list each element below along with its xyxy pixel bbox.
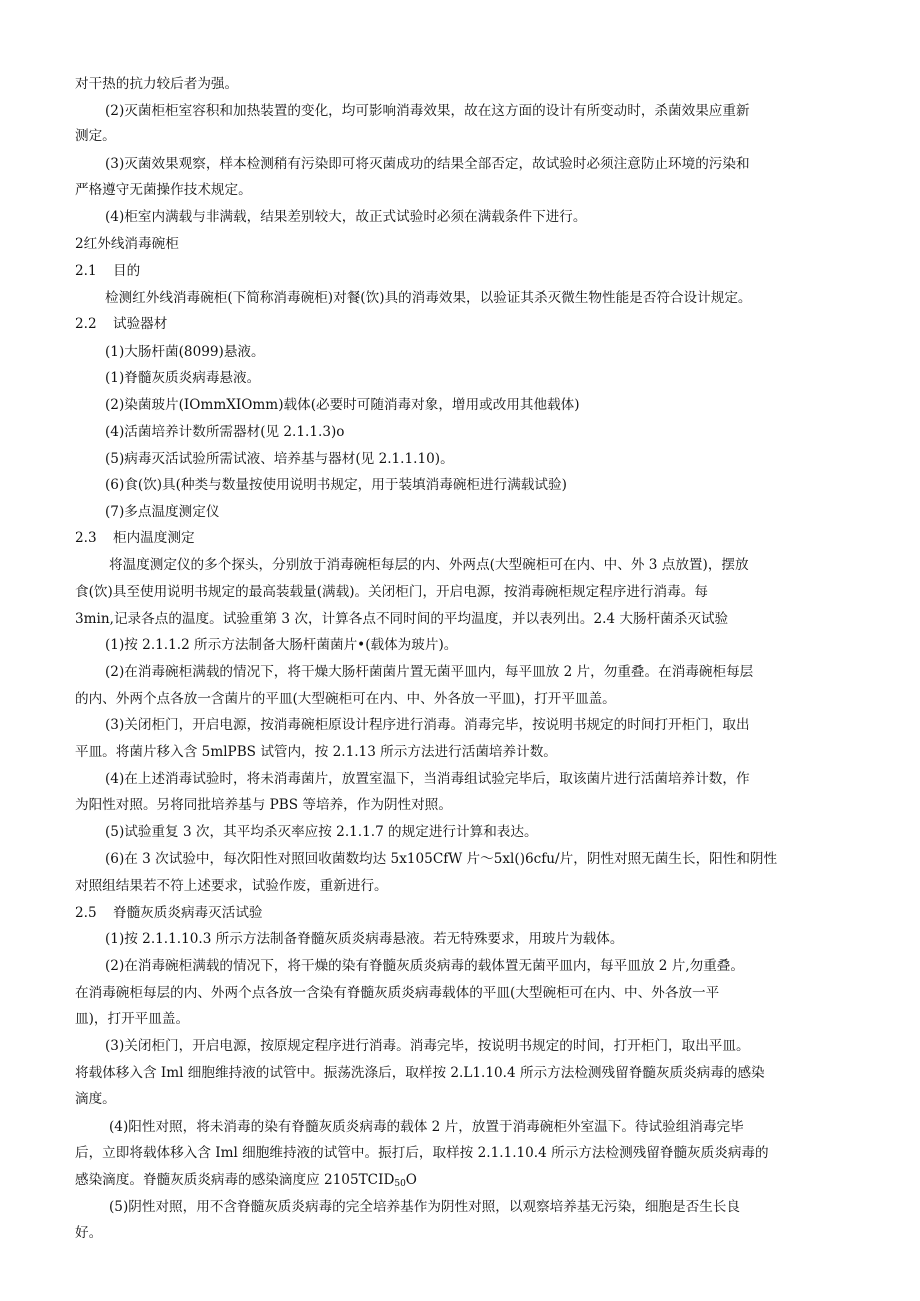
text-line xyxy=(75,1171,417,1193)
subsection-title: 脊髓灰质炎病毒灭活试验 xyxy=(113,905,263,921)
subsection-number: 2.5 xyxy=(75,905,97,921)
text-line: 平皿。将菌片移入含 5mlPBS 试管内，按 2.1.13 所示方法进行活菌培养计数。 xyxy=(75,744,557,760)
list-item: (1)按 2.1.1.2 所示方法制备大肠杆菌菌片•(载体为玻片)。 xyxy=(105,637,458,653)
text-line: (2)灭菌柜柜室容积和加热装置的变化，均可影响消毒效果，故在这方面的设计有所变动时，杀菌效果应重新 xyxy=(105,103,750,119)
text-line: 3min,记录各点的温度。试验重第 3 次，计算各点不同时间的平均温度，并以表列出。2.4 大肠杆菌杀灭试验 xyxy=(75,611,729,627)
text-line: 对干热的抗力较后者为强。 xyxy=(75,76,239,92)
list-item: (4)阳性对照，将未消毒的染有脊髓灰质炎病毒的载体 2 片，放置于消毒碗柜外室温下。待试验组消毒完毕 xyxy=(109,1119,744,1135)
text-line: (3)灭菌效果观察，样本检测稍有污染即可将灭菌成功的结果全部否定，故试验时必须注意防止环境的污染和 xyxy=(105,156,750,172)
list-item: (6)在 3 次试验中，每次阳性对照回收菌数均达 5x105CfW 片～5xl()6cfu/片，阴性对照无菌生长，阳性和阴性 xyxy=(105,851,778,867)
text-line: 将温度测定仪的多个探头，分别放于消毒碗柜每层的内、外两点(大型碗柜可在内、中、外 3 点放置)，摆放 xyxy=(109,557,749,573)
section-heading: 2红外线消毒碗柜 xyxy=(75,236,179,252)
text-line: 对照组结果若不符上述要求，试验作废，重新进行。 xyxy=(75,878,388,894)
subsection-title: 柜内温度测定 xyxy=(113,530,195,546)
list-item: (2)染菌玻片(IOmmXIOmm)载体(必要时可随消毒对象，增用或改用其他载体) xyxy=(105,397,580,413)
list-item: (1)大肠杆菌(8099)悬液。 xyxy=(105,344,265,360)
subsection-title: 目的 xyxy=(113,263,141,279)
list-item: (2)在消毒碗柜满载的情况下，将干燥大肠杆菌菌片置无菌平皿内，每平皿放 2 片，勿重叠。在消毒碗柜每层 xyxy=(105,664,754,680)
list-item: (4)活菌培养计数所需器材(见 2.1.1.3)o xyxy=(105,424,345,440)
text-line: 滴度。 xyxy=(75,1091,116,1107)
subsection-heading xyxy=(75,262,140,280)
list-item: (6)食(饮)具(种类与数量按使用说明书规定，用于装填消毒碗柜进行满载试验) xyxy=(105,477,567,493)
list-item: (3)关闭柜门，开启电源，按原规定程序进行消毒。消毒完毕，按说明书规定的时间，打开柜门，取出平皿。 xyxy=(105,1038,750,1054)
list-item: (4)在上述消毒试验时，将未消毒菌片，放置室温下，当消毒组试验完毕后，取该菌片进行活菌培养计数，作 xyxy=(105,771,750,787)
text-line: 测定。 xyxy=(75,128,116,144)
subsection-heading xyxy=(75,529,195,547)
list-item: (1)脊髓灰质炎病毒悬液。 xyxy=(105,370,261,386)
text-line: 好。 xyxy=(75,1225,103,1241)
list-item: (7)多点温度测定仪 xyxy=(105,504,220,520)
text-line: 后，立即将载体移入含 Iml 细胞维持液的试管中。振打后，取样按 2.1.1.10.4 所示方法检测残留脊髓灰质炎病毒的 xyxy=(75,1145,769,1161)
list-item: (5)阴性对照，用不含脊髓灰质炎病毒的完全培养基作为阴性对照，以观察培养基无污染，细胞是否生长良 xyxy=(109,1199,740,1215)
list-item: (2)在消毒碗柜满载的情况下，将干燥的染有脊髓灰质炎病毒的载体置无菌平皿内，每平皿放 2 片,勿重叠。 xyxy=(105,958,744,974)
text-line: 在消毒碗柜每层的内、外两个点各放一含染有脊髓灰质炎病毒载体的平皿(大型碗柜可在内、中、外各放一平 xyxy=(75,985,720,1001)
subsection-number: 2.1 xyxy=(75,263,97,279)
text-line: 食(饮)具至使用说明书规定的最高装载量(满载)。关闭柜门，开启电源，按消毒碗柜规定程序进行消毒。每 xyxy=(75,584,708,600)
subsection-number: 2.3 xyxy=(75,530,97,546)
subsection-heading xyxy=(75,315,167,333)
list-item: (1)按 2.1.1.10.3 所示方法制备脊髓灰质炎病毒悬液。若无特殊要求，用玻片为载体。 xyxy=(105,931,624,947)
text-segment: 感染滴度。脊髓灰质炎病毒的感染滴度应 2105TCID xyxy=(75,1172,395,1188)
text-line: 严格遵守无菌操作技术规定。 xyxy=(75,182,252,198)
list-item: (5)试验重复 3 次，其平均杀灭率应按 2.1.1.7 的规定进行计算和表达。 xyxy=(105,824,538,840)
text-line: 将载体移入含 Iml 细胞维持液的试管中。振荡洗涤后，取样按 2.L1.10.4 所示方法检测残留脊髓灰质炎病毒的感染 xyxy=(75,1065,765,1081)
list-item: (3)关闭柜门，开启电源，按消毒碗柜原设计程序进行消毒。消毒完毕，按说明书规定的时间打开柜门，取出 xyxy=(105,717,750,733)
list-item: (5)病毒灭活试验所需试液、培养基与器材(见 2.1.1.10)。 xyxy=(105,451,454,467)
text-line: (4)柜室内满载与非满载，结果差别较大，故正式试验时必须在满载条件下进行。 xyxy=(105,209,587,225)
subsection-heading xyxy=(75,904,263,922)
subsection-title: 试验器材 xyxy=(113,316,168,332)
subscript: 50 xyxy=(394,1179,406,1189)
text-line: 检测红外线消毒碗柜(下简称消毒碗柜)对餐(饮)具的消毒效果，以验证其杀灭微生物性能是否符合设计规定。 xyxy=(105,290,752,306)
text-line: 为阳性对照。另将同批培养基与 PBS 等培养，作为阴性对照。 xyxy=(75,797,452,813)
text-segment: O xyxy=(405,1172,417,1188)
subsection-number: 2.2 xyxy=(75,316,97,332)
text-line: 皿)，打开平皿盖。 xyxy=(75,1011,190,1027)
text-line: 的内、外两个点各放一含菌片的平皿(大型碗柜可在内、中、外各放一平皿)，打开平皿盖。 xyxy=(75,691,616,707)
